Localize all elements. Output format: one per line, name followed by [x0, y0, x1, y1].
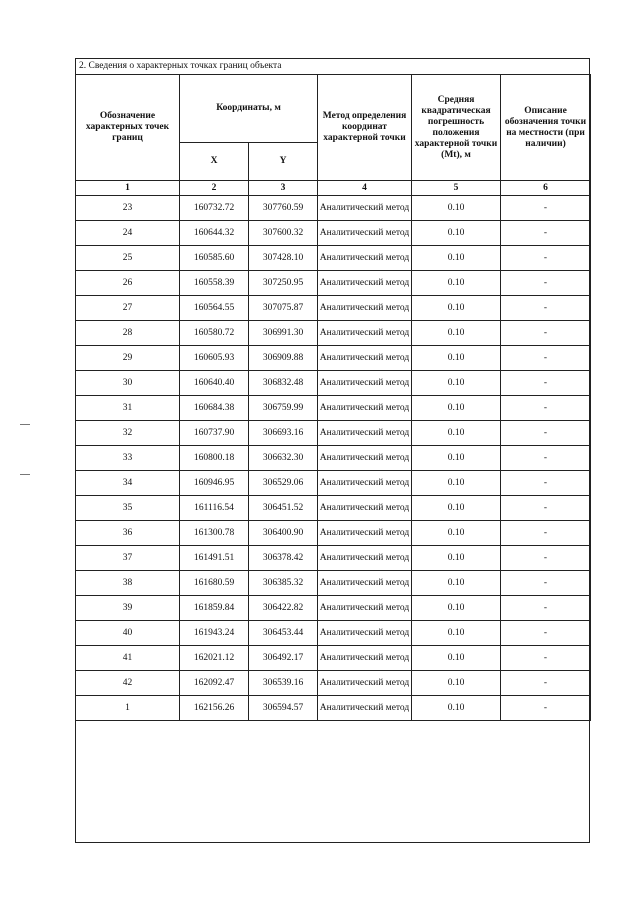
column-number: 1: [76, 181, 180, 196]
cell-method: Аналитический метод: [318, 571, 412, 596]
table-row: [76, 296, 591, 321]
cell-x-coordinate: 160644.32: [180, 221, 249, 246]
cell-description: -: [501, 571, 591, 596]
table-row: [76, 696, 591, 721]
cell-y-coordinate: 307250.95: [249, 271, 318, 296]
cell-accuracy: 0.10: [412, 321, 501, 346]
table-row: [76, 546, 591, 571]
cell-y-coordinate: 307075.87: [249, 296, 318, 321]
characteristic-points-table: [75, 74, 591, 721]
column-number: 4: [318, 181, 412, 196]
cell-accuracy: 0.10: [412, 546, 501, 571]
table-row: [76, 571, 591, 596]
cell-description: -: [501, 196, 591, 221]
cell-accuracy: 0.10: [412, 521, 501, 546]
cell-y-coordinate: 306385.32: [249, 571, 318, 596]
cell-x-coordinate: 160585.60: [180, 246, 249, 271]
cell-accuracy: 0.10: [412, 671, 501, 696]
header-y: Y: [249, 143, 318, 181]
cell-description: -: [501, 646, 591, 671]
cell-method: Аналитический метод: [318, 321, 412, 346]
cell-y-coordinate: 306529.06: [249, 471, 318, 496]
cell-description: -: [501, 496, 591, 521]
cell-x-coordinate: 160732.72: [180, 196, 249, 221]
cell-accuracy: 0.10: [412, 646, 501, 671]
cell-description: -: [501, 546, 591, 571]
cell-x-coordinate: 161300.78: [180, 521, 249, 546]
cell-y-coordinate: 306539.16: [249, 671, 318, 696]
cell-description: -: [501, 396, 591, 421]
cell-method: Аналитический метод: [318, 696, 412, 721]
cell-x-coordinate: 161859.84: [180, 596, 249, 621]
cell-x-coordinate: 162156.26: [180, 696, 249, 721]
cell-accuracy: 0.10: [412, 271, 501, 296]
cell-y-coordinate: 307428.10: [249, 246, 318, 271]
cell-x-coordinate: 160558.39: [180, 271, 249, 296]
table-row: [76, 221, 591, 246]
cell-accuracy: 0.10: [412, 296, 501, 321]
cell-point-number: 23: [76, 196, 180, 221]
cell-point-number: 40: [76, 621, 180, 646]
table-row: [76, 321, 591, 346]
margin-mark: [20, 474, 30, 475]
cell-point-number: 31: [76, 396, 180, 421]
header-x: X: [180, 143, 249, 181]
cell-point-number: 37: [76, 546, 180, 571]
header-method: Метод определения координат характерной точки: [318, 75, 412, 181]
cell-method: Аналитический метод: [318, 671, 412, 696]
cell-point-number: 42: [76, 671, 180, 696]
table-row: [76, 621, 591, 646]
cell-method: Аналитический метод: [318, 621, 412, 646]
cell-y-coordinate: 306759.99: [249, 396, 318, 421]
cell-x-coordinate: 160605.93: [180, 346, 249, 371]
cell-accuracy: 0.10: [412, 571, 501, 596]
cell-y-coordinate: 306400.90: [249, 521, 318, 546]
cell-y-coordinate: 306594.57: [249, 696, 318, 721]
cell-description: -: [501, 221, 591, 246]
column-number: 2: [180, 181, 249, 196]
cell-point-number: 30: [76, 371, 180, 396]
cell-method: Аналитический метод: [318, 596, 412, 621]
table-row: [76, 521, 591, 546]
cell-y-coordinate: 306991.30: [249, 321, 318, 346]
cell-method: Аналитический метод: [318, 196, 412, 221]
cell-accuracy: 0.10: [412, 346, 501, 371]
table-row: [76, 496, 591, 521]
cell-x-coordinate: 160800.18: [180, 446, 249, 471]
cell-method: Аналитический метод: [318, 346, 412, 371]
cell-accuracy: 0.10: [412, 696, 501, 721]
table-row: [76, 196, 591, 221]
cell-method: Аналитический метод: [318, 646, 412, 671]
cell-x-coordinate: 161680.59: [180, 571, 249, 596]
table-row: [76, 371, 591, 396]
cell-method: Аналитический метод: [318, 446, 412, 471]
cell-x-coordinate: 160737.90: [180, 421, 249, 446]
cell-point-number: 28: [76, 321, 180, 346]
cell-y-coordinate: 306378.42: [249, 546, 318, 571]
cell-method: Аналитический метод: [318, 371, 412, 396]
cell-point-number: 33: [76, 446, 180, 471]
header-coordinates: Координаты, м: [180, 75, 318, 143]
cell-x-coordinate: 162021.12: [180, 646, 249, 671]
cell-point-number: 35: [76, 496, 180, 521]
table-row: [76, 646, 591, 671]
cell-accuracy: 0.10: [412, 246, 501, 271]
cell-point-number: 32: [76, 421, 180, 446]
cell-accuracy: 0.10: [412, 621, 501, 646]
table-row: [76, 271, 591, 296]
cell-method: Аналитический метод: [318, 271, 412, 296]
cell-x-coordinate: 160580.72: [180, 321, 249, 346]
cell-point-number: 25: [76, 246, 180, 271]
cell-accuracy: 0.10: [412, 421, 501, 446]
table-row: [76, 246, 591, 271]
margin-mark: [20, 424, 30, 425]
column-numbers-row: [76, 181, 591, 196]
cell-point-number: 39: [76, 596, 180, 621]
section-title: 2. Сведения о характерных точках границ объекта: [76, 59, 589, 75]
cell-point-number: 1: [76, 696, 180, 721]
cell-accuracy: 0.10: [412, 446, 501, 471]
cell-point-number: 29: [76, 346, 180, 371]
cell-method: Аналитический метод: [318, 496, 412, 521]
cell-x-coordinate: 160564.55: [180, 296, 249, 321]
column-number: 5: [412, 181, 501, 196]
cell-x-coordinate: 161491.51: [180, 546, 249, 571]
cell-y-coordinate: 306453.44: [249, 621, 318, 646]
cell-method: Аналитический метод: [318, 546, 412, 571]
cell-y-coordinate: 307760.59: [249, 196, 318, 221]
cell-point-number: 38: [76, 571, 180, 596]
table-row: [76, 446, 591, 471]
cell-accuracy: 0.10: [412, 496, 501, 521]
cell-point-number: 41: [76, 646, 180, 671]
cell-method: Аналитический метод: [318, 521, 412, 546]
cell-accuracy: 0.10: [412, 196, 501, 221]
cell-description: -: [501, 671, 591, 696]
cell-point-number: 36: [76, 521, 180, 546]
cell-y-coordinate: 306422.82: [249, 596, 318, 621]
cell-x-coordinate: 160946.95: [180, 471, 249, 496]
cell-description: -: [501, 296, 591, 321]
document-frame: [75, 58, 590, 843]
cell-x-coordinate: 162092.47: [180, 671, 249, 696]
cell-method: Аналитический метод: [318, 471, 412, 496]
cell-description: -: [501, 696, 591, 721]
cell-x-coordinate: 160684.38: [180, 396, 249, 421]
table-row: [76, 396, 591, 421]
cell-accuracy: 0.10: [412, 396, 501, 421]
cell-y-coordinate: 306693.16: [249, 421, 318, 446]
cell-description: -: [501, 271, 591, 296]
cell-accuracy: 0.10: [412, 596, 501, 621]
cell-y-coordinate: 306451.52: [249, 496, 318, 521]
cell-x-coordinate: 161943.24: [180, 621, 249, 646]
cell-x-coordinate: 161116.54: [180, 496, 249, 521]
table-row: [76, 471, 591, 496]
table-row: [76, 596, 591, 621]
cell-method: Аналитический метод: [318, 221, 412, 246]
cell-description: -: [501, 371, 591, 396]
cell-y-coordinate: 307600.32: [249, 221, 318, 246]
table-row: [76, 671, 591, 696]
cell-description: -: [501, 346, 591, 371]
cell-description: -: [501, 421, 591, 446]
cell-method: Аналитический метод: [318, 396, 412, 421]
cell-method: Аналитический метод: [318, 246, 412, 271]
header-accuracy: Средняя квадратическая погрешность положения характерной точки (Mt), м: [412, 75, 501, 181]
cell-accuracy: 0.10: [412, 221, 501, 246]
cell-x-coordinate: 160640.40: [180, 371, 249, 396]
cell-point-number: 26: [76, 271, 180, 296]
header-description: Описание обозначения точки на местности (при наличии): [501, 75, 591, 181]
cell-description: -: [501, 621, 591, 646]
cell-description: -: [501, 446, 591, 471]
cell-point-number: 24: [76, 221, 180, 246]
cell-description: -: [501, 246, 591, 271]
cell-accuracy: 0.10: [412, 471, 501, 496]
cell-y-coordinate: 306832.48: [249, 371, 318, 396]
header-point-designation: Обозначение характерных точек границ: [76, 75, 180, 181]
cell-y-coordinate: 306632.30: [249, 446, 318, 471]
column-number: 3: [249, 181, 318, 196]
cell-point-number: 27: [76, 296, 180, 321]
cell-method: Аналитический метод: [318, 421, 412, 446]
cell-description: -: [501, 471, 591, 496]
column-number: 6: [501, 181, 591, 196]
cell-accuracy: 0.10: [412, 371, 501, 396]
cell-description: -: [501, 596, 591, 621]
table-row: [76, 346, 591, 371]
cell-description: -: [501, 321, 591, 346]
cell-y-coordinate: 306909.88: [249, 346, 318, 371]
cell-point-number: 34: [76, 471, 180, 496]
table-row: [76, 421, 591, 446]
cell-y-coordinate: 306492.17: [249, 646, 318, 671]
cell-description: -: [501, 521, 591, 546]
cell-method: Аналитический метод: [318, 296, 412, 321]
